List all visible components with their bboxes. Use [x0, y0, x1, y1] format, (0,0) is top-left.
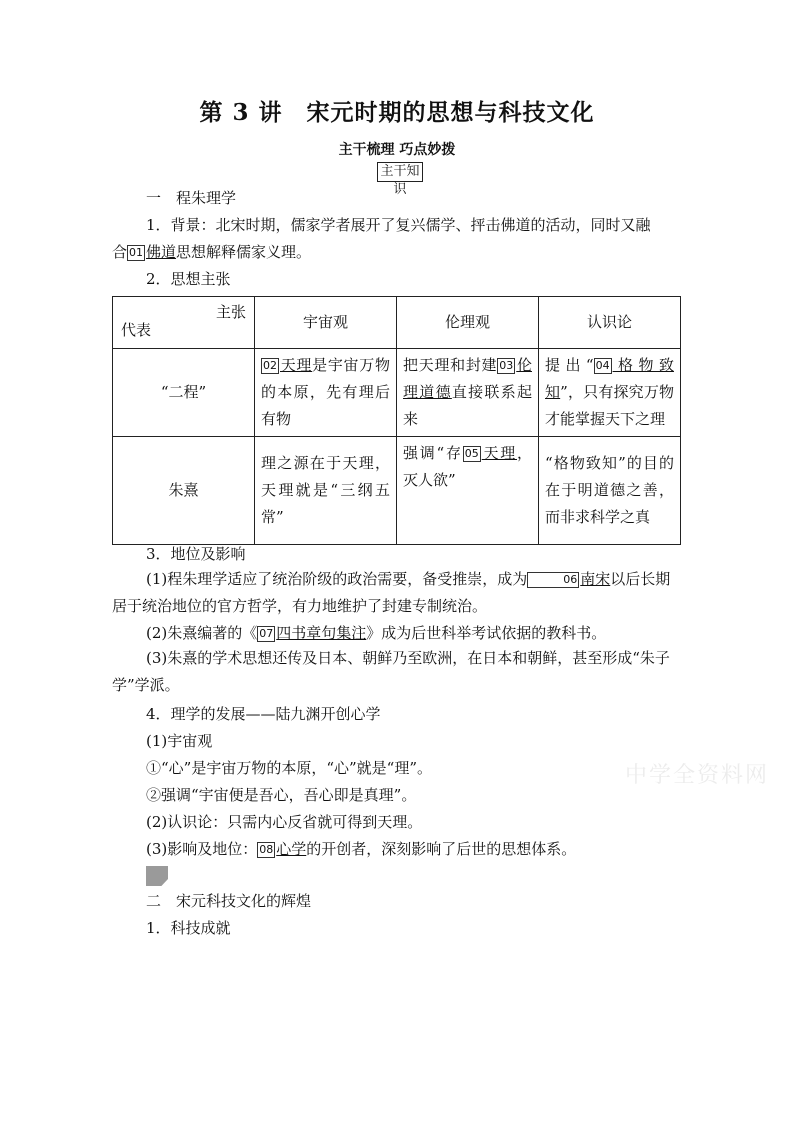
text-span: ，灭人欲”: [403, 444, 532, 489]
answer-number: 03: [499, 359, 514, 372]
item-heading-s2-1: 1．科技成就: [146, 919, 231, 937]
table-header-row: [113, 297, 681, 349]
text-span: ”，只有探究万物才能掌握天下之理: [545, 383, 674, 428]
column-header: 宇宙观: [255, 297, 397, 349]
text-span: 强调“存: [403, 444, 463, 462]
section-subtitle: 主干梳理 巧点妙拨: [338, 142, 456, 158]
item-heading-2: 2．思想主张: [146, 270, 231, 288]
answer-number: 07: [259, 627, 274, 640]
answer-text: 格物致知: [545, 356, 674, 401]
thought-table: [112, 296, 681, 545]
column-header: 认识论: [539, 297, 681, 349]
background-line-2: [112, 241, 311, 263]
answer-text: 天理: [280, 356, 313, 374]
table-cell: 理之源在于天理，天理就是“三纲五常”: [255, 437, 397, 545]
text-span: (3)影响及地位：: [146, 840, 258, 858]
text-span: 思想解释儒家义理。: [176, 243, 312, 261]
answer-text: 佛道: [146, 243, 177, 261]
table-cell: [539, 349, 681, 437]
text-span: 是宇宙万物的本原，先有理后有物: [261, 356, 390, 428]
column-header: 伦理观: [397, 297, 539, 349]
answer-number: 06: [527, 572, 579, 588]
text-span: 合: [112, 243, 128, 261]
section-heading-2: 二 宋元科技文化的辉煌: [146, 892, 312, 910]
paragraph-3-3: (3)朱熹的学术思想还传及日本、朝鲜乃至欧洲，在日本和朝鲜，甚至形成“朱子学”学派。: [112, 649, 670, 694]
paragraph-4-3: ②强调“宇宙便是吾心，吾心即是真理”。: [146, 786, 417, 804]
table-corner-cell: [113, 297, 255, 349]
row-header: 朱熹: [113, 437, 255, 545]
answer-number: 02: [263, 359, 277, 372]
text-span: 把天理和封建: [403, 356, 498, 374]
answer-text: 南宋: [580, 570, 611, 588]
answer-text: 心学: [276, 840, 307, 858]
text-span: 》成为后世科举考试依据的教科书。: [366, 624, 607, 642]
corner-bottom-label: 代表: [121, 321, 152, 339]
watermark-text: 中学全资料网: [625, 763, 770, 788]
table-cell: [397, 437, 539, 545]
row-header: “二程”: [113, 349, 255, 437]
paragraph-4-5: [146, 838, 576, 860]
answer-text: 伦理道德: [403, 356, 532, 401]
text-span: 直接联系起来: [403, 383, 532, 428]
section-heading-1: 一 程朱理学: [146, 189, 237, 207]
paragraph-3-2: [146, 622, 606, 644]
paragraph-4-4: (2)认识论：只需内心反省就可得到天理。: [146, 813, 423, 831]
table-cell: “格物致知”的目的在于明道德之善，而非求科学之真: [539, 437, 681, 545]
answer-text: 四书章句集注: [276, 624, 367, 642]
paragraph-4-2: ①“心”是宇宙万物的本原，“心”就是“理”。: [146, 759, 433, 777]
item-heading-4: 4．理学的发展——陆九渊开创心学: [146, 705, 381, 723]
answer-text: 天理: [481, 444, 517, 462]
answer-number: 05: [464, 447, 479, 460]
background-line-1: 1．背景：北宋时期，儒家学者展开了复兴儒学、抨击佛道的活动，同时又融: [146, 216, 651, 234]
document-marker-icon: [146, 866, 168, 886]
table-cell: [255, 349, 397, 437]
answer-number: 04: [595, 359, 610, 372]
answer-number: 08: [259, 843, 274, 856]
corner-top-label: 主张: [215, 303, 246, 321]
text-span: 的开创者，深刻影响了后世的思想体系。: [306, 840, 577, 858]
text-span: (2)朱熹编著的《: [146, 624, 258, 642]
table-row: [113, 349, 681, 437]
text-span: 提出“: [545, 356, 594, 374]
text-span: 以后长期居于统治地位的官方哲学，有力地维护了封建专制统治。: [112, 570, 671, 615]
table-row: [113, 437, 681, 545]
boxed-label: 主干知识: [377, 162, 423, 182]
item-heading-3: 3．地位及影响: [146, 545, 246, 563]
text-span: (1)程朱理学适应了统治阶级的政治需要，备受推崇，成为: [146, 570, 528, 588]
paragraph-3-1: [112, 566, 682, 620]
table-cell: [397, 349, 539, 437]
answer-number: 01: [129, 246, 144, 259]
paragraph-4-1: (1)宇宙观: [146, 732, 213, 750]
page-title: 第 3 讲 宋元时期的思想与科技文化: [199, 99, 595, 126]
